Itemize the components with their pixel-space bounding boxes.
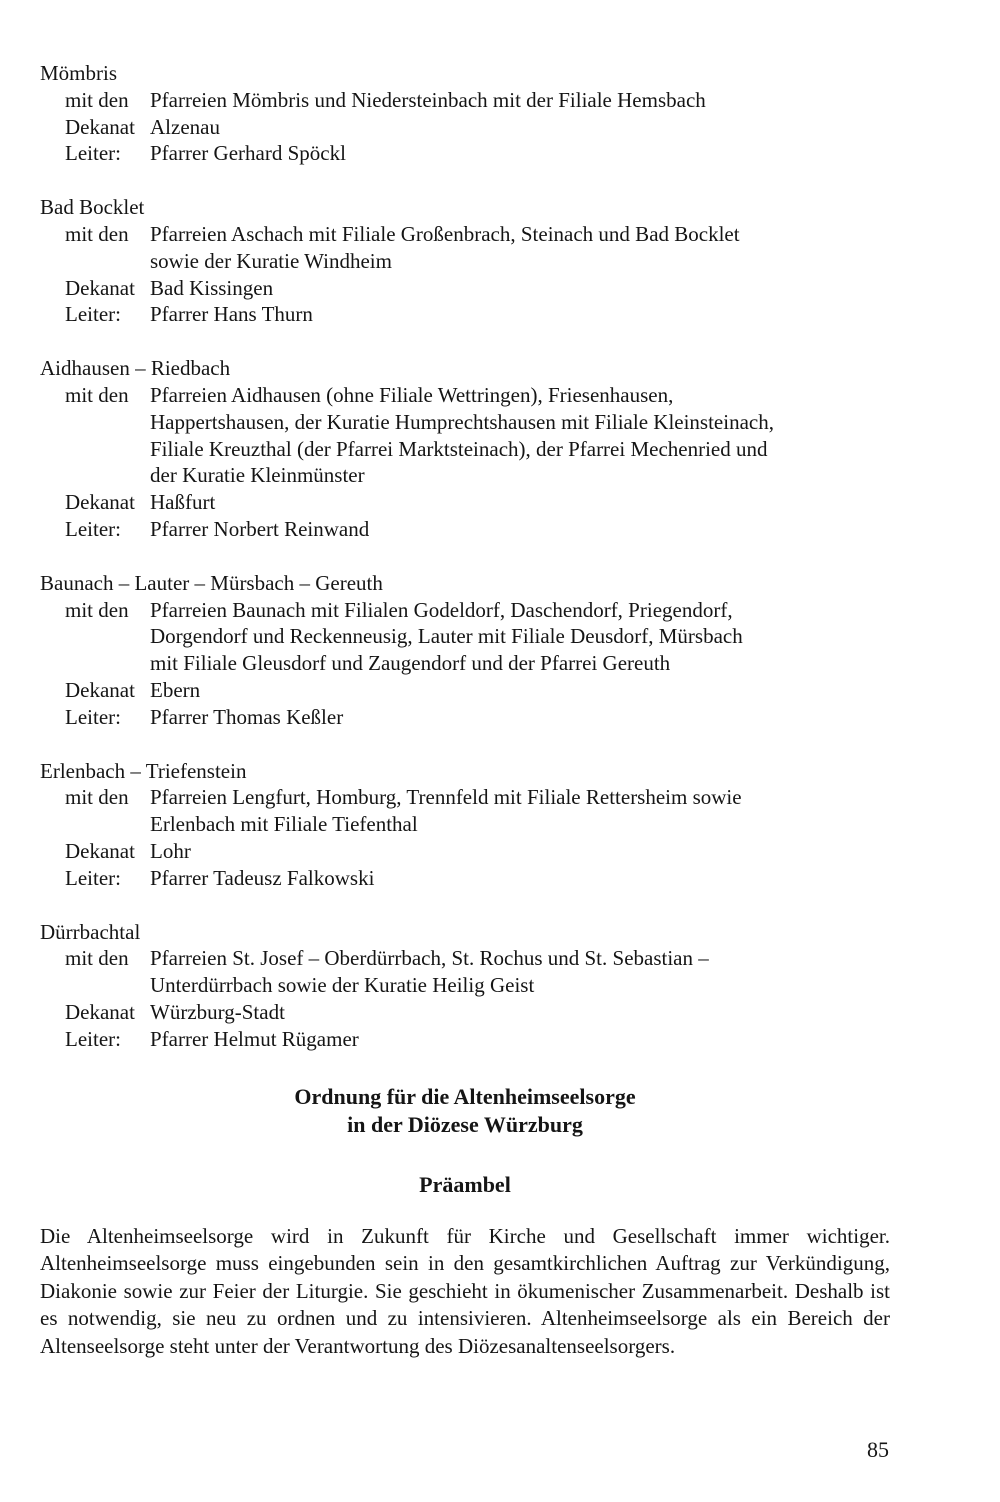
pfarreien-line: Filiale Kreuzthal (der Pfarrei Marktsteinach), der Pfarrei Mechenried und bbox=[150, 436, 768, 461]
section-heading bbox=[40, 1083, 890, 1139]
leiter-value: Pfarrer Gerhard Spöckl bbox=[150, 141, 346, 166]
pfarreien-line: Unterdürrbach sowie der Kuratie Heilig Geist bbox=[150, 973, 535, 998]
entry-title: Mömbris bbox=[40, 61, 118, 85]
leiter-label: Leiter: bbox=[65, 302, 121, 327]
entry-title: Aidhausen – Riedbach bbox=[40, 356, 231, 381]
pfarreien-line: Pfarreien Aschach mit Filiale Großenbrach, Steinach und Bad Bocklet bbox=[150, 221, 740, 246]
parish-entry bbox=[40, 758, 890, 892]
pfarreien-row bbox=[40, 784, 890, 838]
entry-title: Bad Bocklet bbox=[40, 195, 145, 220]
leiter-row bbox=[40, 516, 890, 543]
dekanat-value: Lohr bbox=[150, 838, 191, 863]
pfarreien-line: Happertshausen, der Kuratie Humprechtshausen mit Filiale Kleinsteinach, bbox=[150, 409, 774, 434]
leiter-value: Pfarrer Tadeusz Falkowski bbox=[150, 865, 375, 890]
entry-title: Dürrbachtal bbox=[40, 919, 141, 944]
pfarreien-label: mit den bbox=[65, 785, 129, 810]
dekanat-value: Alzenau bbox=[150, 114, 220, 139]
pfarreien-line: Pfarreien Baunach mit Filialen Godeldorf, Daschendorf, Priegendorf, bbox=[150, 597, 733, 622]
leiter-value: Pfarrer Helmut Rügamer bbox=[150, 1026, 359, 1051]
dekanat-row bbox=[40, 489, 890, 516]
pfarreien-label: mit den bbox=[65, 221, 129, 246]
parish-entry bbox=[40, 570, 890, 731]
pfarreien-line: Dorgendorf und Reckenneusig, Lauter mit Filiale Deusdorf, Mürsbach bbox=[150, 624, 743, 649]
document-page bbox=[40, 60, 890, 1360]
preamble-heading: Präambel bbox=[419, 1171, 511, 1197]
pfarreien-line: der Kuratie Kleinmünster bbox=[150, 463, 365, 488]
parish-entry bbox=[40, 355, 890, 543]
pfarreien-label: mit den bbox=[65, 946, 129, 971]
leiter-label: Leiter: bbox=[65, 516, 121, 541]
leiter-label: Leiter: bbox=[65, 865, 121, 890]
pfarreien-row bbox=[40, 945, 890, 999]
parish-entry bbox=[40, 60, 890, 167]
dekanat-label: Dekanat bbox=[65, 490, 135, 515]
pfarreien-row bbox=[40, 87, 890, 114]
leiter-value: Pfarrer Norbert Reinwand bbox=[150, 516, 370, 541]
entry-title: Baunach – Lauter – Mürsbach – Gereuth bbox=[40, 570, 383, 595]
leiter-value: Pfarrer Thomas Keßler bbox=[150, 704, 344, 729]
leiter-label: Leiter: bbox=[65, 1026, 121, 1051]
pfarreien-text bbox=[150, 945, 890, 999]
pfarreien-line: sowie der Kuratie Windheim bbox=[150, 248, 392, 273]
dekanat-label: Dekanat bbox=[65, 677, 135, 702]
preamble-paragraph: Die Altenheimseelsorge wird in Zukunft für Kirche und Gesellschaft immer wichtiger. Altenheimseelsorge muss eingebunden sein in den gesamtkirchlichen Auftrag zur Verkündigung, Diakonie sowie zur Feier der Liturgie. Sie geschieht in ökumenischer Zusammenarbeit. Deshalb ist es notwendig, sie neu zu ordnen und zu intensivieren. Altenheimseelsorge als ein Bereich der Altenseelsorge steht unter der Verantwortung des Diözesanaltenseelsorgers. bbox=[40, 1223, 890, 1358]
entry-title: Erlenbach – Triefenstein bbox=[40, 758, 247, 783]
leiter-row bbox=[40, 301, 890, 328]
pfarreien-label: mit den bbox=[65, 382, 129, 407]
dekanat-label: Dekanat bbox=[65, 275, 135, 300]
pfarreien-row bbox=[40, 597, 890, 677]
leiter-row bbox=[40, 140, 890, 167]
leiter-row bbox=[40, 704, 890, 731]
dekanat-row bbox=[40, 275, 890, 302]
pfarreien-text bbox=[150, 87, 890, 114]
pfarreien-row bbox=[40, 382, 890, 489]
dekanat-row bbox=[40, 999, 890, 1026]
dekanat-row bbox=[40, 838, 890, 865]
parish-entry bbox=[40, 194, 890, 328]
leiter-value: Pfarrer Hans Thurn bbox=[150, 302, 313, 327]
parish-entry bbox=[40, 919, 890, 1053]
dekanat-label: Dekanat bbox=[65, 838, 135, 863]
dekanat-value: Haßfurt bbox=[150, 490, 216, 515]
pfarreien-line: Pfarreien Mömbris und Niedersteinbach mit der Filiale Hemsbach bbox=[150, 87, 706, 112]
pfarreien-line: Erlenbach mit Filiale Tiefenthal bbox=[150, 812, 418, 837]
pfarreien-row bbox=[40, 221, 890, 275]
section-heading-line2: in der Diözese Würzburg bbox=[347, 1111, 583, 1137]
pfarreien-text bbox=[150, 221, 890, 275]
page-number: 85 bbox=[867, 1437, 889, 1462]
pfarreien-line: mit Filiale Gleusdorf und Zaugendorf und der Pfarrei Gereuth bbox=[150, 651, 671, 676]
pfarreien-line: Pfarreien St. Josef – Oberdürrbach, St. Rochus und St. Sebastian – bbox=[150, 946, 709, 971]
section-heading-line1: Ordnung für die Altenheimseelsorge bbox=[294, 1083, 636, 1109]
leiter-label: Leiter: bbox=[65, 141, 121, 166]
pfarreien-text bbox=[150, 382, 890, 489]
dekanat-row bbox=[40, 114, 890, 141]
dekanat-value: Ebern bbox=[150, 677, 201, 702]
pfarreien-label: mit den bbox=[65, 597, 129, 622]
dekanat-row bbox=[40, 677, 890, 704]
pfarreien-text bbox=[150, 597, 890, 677]
leiter-label: Leiter: bbox=[65, 704, 121, 729]
leiter-row bbox=[40, 865, 890, 892]
dekanat-label: Dekanat bbox=[65, 114, 135, 139]
pfarreien-line: Pfarreien Aidhausen (ohne Filiale Wettringen), Friesenhausen, bbox=[150, 382, 674, 407]
pfarreien-text bbox=[150, 784, 890, 838]
dekanat-value: Würzburg-Stadt bbox=[150, 999, 285, 1024]
pfarreien-line: Pfarreien Lengfurt, Homburg, Trennfeld mit Filiale Rettersheim sowie bbox=[150, 785, 742, 810]
pfarreien-label: mit den bbox=[65, 87, 129, 112]
dekanat-value: Bad Kissingen bbox=[150, 275, 274, 300]
dekanat-label: Dekanat bbox=[65, 999, 135, 1024]
leiter-row bbox=[40, 1026, 890, 1053]
